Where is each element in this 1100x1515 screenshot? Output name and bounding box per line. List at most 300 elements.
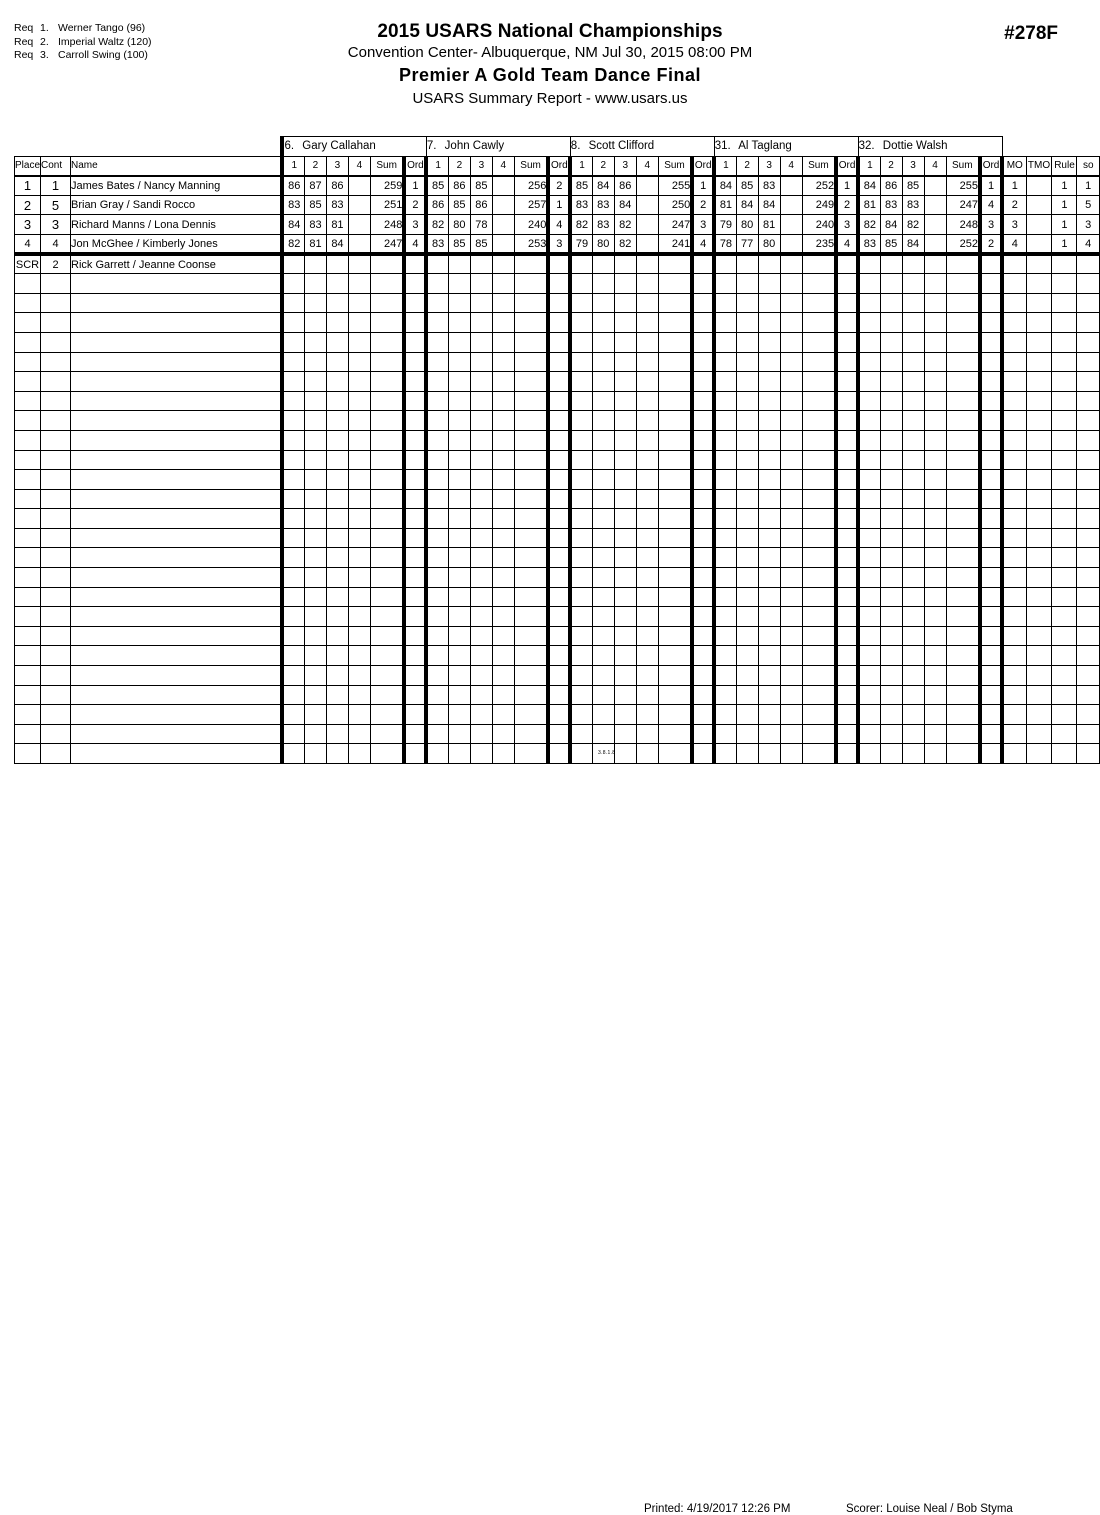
cell-blank bbox=[946, 372, 980, 392]
table-row-blank bbox=[15, 548, 1100, 568]
cell-blank bbox=[15, 391, 41, 411]
cell-blank bbox=[426, 548, 448, 568]
cell-blank bbox=[902, 470, 924, 490]
subcol-header-4: 4 bbox=[924, 156, 946, 176]
cell-blank bbox=[802, 666, 836, 686]
cell-blank bbox=[282, 313, 304, 333]
cell-blank bbox=[426, 587, 448, 607]
cell-blank bbox=[282, 685, 304, 705]
cell-score bbox=[636, 234, 658, 254]
cell-blank bbox=[692, 332, 714, 352]
cell-blank bbox=[714, 372, 736, 392]
requirement-number: 2. bbox=[40, 35, 49, 48]
cell-blank bbox=[758, 293, 780, 313]
cell-blank bbox=[282, 489, 304, 509]
cell-blank bbox=[736, 666, 758, 686]
cell-blank bbox=[304, 705, 326, 725]
cell-blank bbox=[592, 470, 614, 490]
cell-ord: 4 bbox=[692, 234, 714, 254]
cell-blank bbox=[514, 587, 548, 607]
cell-blank bbox=[1077, 587, 1100, 607]
cell-blank bbox=[692, 313, 714, 333]
cell-blank bbox=[304, 724, 326, 744]
cell-score bbox=[614, 254, 636, 274]
cell-blank bbox=[802, 724, 836, 744]
cell-blank bbox=[1052, 450, 1077, 470]
event-title: 2015 USARS National Championships bbox=[377, 21, 723, 42]
cell-blank bbox=[880, 568, 902, 588]
cell-blank bbox=[780, 626, 802, 646]
cell-blank bbox=[304, 548, 326, 568]
venue-line: Convention Center- Albuquerque, NM Jul 30, 2015 08:00 PM bbox=[347, 44, 753, 61]
cell-blank bbox=[614, 568, 636, 588]
cell-blank bbox=[836, 666, 858, 686]
cell-score: 83 bbox=[902, 195, 924, 215]
cell-place: 2 bbox=[15, 195, 41, 215]
judge-number: 7. bbox=[426, 140, 437, 153]
cell-cont: 1 bbox=[41, 176, 71, 196]
cell-sum bbox=[514, 254, 548, 274]
cell-score: 79 bbox=[570, 234, 592, 254]
cell-blank bbox=[15, 293, 41, 313]
cell-score: 83 bbox=[426, 234, 448, 254]
cell-blank bbox=[802, 274, 836, 294]
cell-blank bbox=[470, 568, 492, 588]
cell-blank bbox=[592, 274, 614, 294]
cell-blank bbox=[492, 313, 514, 333]
cell-blank bbox=[404, 372, 426, 392]
cell-blank bbox=[614, 666, 636, 686]
cell-blank bbox=[41, 646, 71, 666]
cell-blank bbox=[636, 646, 658, 666]
cell-blank bbox=[636, 548, 658, 568]
cell-score: 79 bbox=[714, 215, 736, 235]
cell-blank bbox=[880, 685, 902, 705]
cell-blank bbox=[41, 489, 71, 509]
cell-blank bbox=[946, 352, 980, 372]
cell-blank bbox=[304, 372, 326, 392]
cell-blank bbox=[946, 391, 980, 411]
table-row-blank bbox=[15, 587, 1100, 607]
cell-blank bbox=[370, 646, 404, 666]
cell-blank bbox=[1026, 626, 1052, 646]
cell-score: 84 bbox=[592, 176, 614, 196]
cell-blank bbox=[592, 313, 614, 333]
cell-blank bbox=[1026, 724, 1052, 744]
cell-blank bbox=[902, 666, 924, 686]
cell-sum: 235 bbox=[802, 234, 836, 254]
cell-score: 85 bbox=[570, 176, 592, 196]
cell-blank bbox=[924, 626, 946, 646]
cell-blank bbox=[614, 705, 636, 725]
judge-number: 6. bbox=[284, 140, 295, 153]
cell-blank bbox=[780, 548, 802, 568]
cell-rule: 1 bbox=[1052, 234, 1077, 254]
cell-blank bbox=[836, 293, 858, 313]
cell-blank bbox=[15, 685, 41, 705]
cell-blank bbox=[41, 430, 71, 450]
cell-blank bbox=[714, 470, 736, 490]
cell-blank bbox=[492, 430, 514, 450]
cell-blank bbox=[592, 509, 614, 529]
cell-blank bbox=[282, 352, 304, 372]
cell-blank bbox=[592, 548, 614, 568]
cell-blank bbox=[304, 450, 326, 470]
cell-score: 84 bbox=[858, 176, 880, 196]
cell-blank bbox=[692, 430, 714, 450]
cell-blank bbox=[282, 568, 304, 588]
cell-blank bbox=[736, 430, 758, 450]
subcol-header-ord: Ord bbox=[980, 156, 1002, 176]
cell-blank bbox=[570, 372, 592, 392]
cell-blank bbox=[348, 450, 370, 470]
cell-blank bbox=[924, 372, 946, 392]
cell-blank bbox=[326, 626, 348, 646]
cell-blank bbox=[1052, 548, 1077, 568]
cell-blank bbox=[304, 607, 326, 627]
subcol-header-sum: Sum bbox=[658, 156, 692, 176]
cell-blank bbox=[1052, 372, 1077, 392]
cell-blank bbox=[570, 450, 592, 470]
cell-blank bbox=[902, 352, 924, 372]
judge-header-7 bbox=[426, 137, 570, 157]
cell-score: 85 bbox=[448, 195, 470, 215]
cell-blank bbox=[304, 430, 326, 450]
cell-blank bbox=[980, 313, 1002, 333]
cell-blank bbox=[902, 509, 924, 529]
subcol-header-sum: Sum bbox=[802, 156, 836, 176]
cell-blank bbox=[41, 724, 71, 744]
cell-blank bbox=[370, 587, 404, 607]
judge-band-spacer bbox=[15, 137, 283, 157]
cell-blank bbox=[836, 313, 858, 333]
cell-blank bbox=[41, 607, 71, 627]
cell-blank bbox=[736, 450, 758, 470]
cell-blank bbox=[614, 332, 636, 352]
cell-score bbox=[348, 234, 370, 254]
cell-blank bbox=[836, 450, 858, 470]
cell-blank bbox=[71, 724, 283, 744]
cell-blank bbox=[614, 626, 636, 646]
cell-blank bbox=[1077, 705, 1100, 725]
cell-blank bbox=[1002, 646, 1026, 666]
cell-blank bbox=[326, 509, 348, 529]
cell-blank bbox=[348, 430, 370, 450]
cell-blank bbox=[448, 489, 470, 509]
cell-blank bbox=[592, 411, 614, 431]
cell-blank bbox=[282, 450, 304, 470]
subcol-header-3: 3 bbox=[470, 156, 492, 176]
cell-blank bbox=[858, 411, 880, 431]
cell-so: 4 bbox=[1077, 234, 1100, 254]
table-head bbox=[15, 137, 1100, 176]
cell-rule: 1 bbox=[1052, 176, 1077, 196]
cell-blank bbox=[548, 352, 570, 372]
cell-blank bbox=[448, 705, 470, 725]
cell-blank bbox=[758, 646, 780, 666]
cell-blank bbox=[282, 509, 304, 529]
cell-blank bbox=[1002, 372, 1026, 392]
cell-tmo bbox=[1026, 254, 1052, 274]
cell-blank bbox=[1026, 352, 1052, 372]
cell-blank bbox=[570, 470, 592, 490]
cell-blank bbox=[1026, 646, 1052, 666]
cell-mo: 3 bbox=[1002, 215, 1026, 235]
cell-blank bbox=[71, 411, 283, 431]
cell-score: 82 bbox=[614, 234, 636, 254]
cell-blank bbox=[1052, 411, 1077, 431]
cell-blank bbox=[780, 391, 802, 411]
cell-blank bbox=[714, 509, 736, 529]
cell-blank bbox=[980, 372, 1002, 392]
cell-blank bbox=[946, 509, 980, 529]
judge-name: Gary Callahan bbox=[299, 140, 376, 153]
cell-blank bbox=[592, 568, 614, 588]
cell-blank bbox=[470, 352, 492, 372]
cell-blank bbox=[41, 293, 71, 313]
cell-blank bbox=[514, 626, 548, 646]
cell-blank bbox=[514, 274, 548, 294]
cell-blank bbox=[946, 332, 980, 352]
judge-header-32 bbox=[858, 137, 1002, 157]
cell-blank bbox=[1026, 587, 1052, 607]
cell-blank bbox=[15, 332, 41, 352]
cell-score: 82 bbox=[614, 215, 636, 235]
subcol-header-ord: Ord bbox=[548, 156, 570, 176]
cell-blank bbox=[758, 411, 780, 431]
cell-blank bbox=[326, 430, 348, 450]
cell-blank bbox=[548, 666, 570, 686]
subcol-header-4: 4 bbox=[780, 156, 802, 176]
cell-blank bbox=[1077, 646, 1100, 666]
cell-blank bbox=[980, 352, 1002, 372]
cell-blank bbox=[514, 313, 548, 333]
cell-blank bbox=[658, 509, 692, 529]
cell-blank bbox=[692, 391, 714, 411]
cell-blank bbox=[41, 626, 71, 646]
subcol-header-4: 4 bbox=[348, 156, 370, 176]
cell-ord: 2 bbox=[980, 234, 1002, 254]
cell-blank bbox=[614, 293, 636, 313]
cell-blank bbox=[348, 705, 370, 725]
cell-blank bbox=[570, 568, 592, 588]
cell-score: 84 bbox=[714, 176, 736, 196]
cell-blank bbox=[836, 705, 858, 725]
cell-blank bbox=[858, 548, 880, 568]
cell-blank bbox=[348, 332, 370, 352]
subcol-header-2: 2 bbox=[880, 156, 902, 176]
cell-blank bbox=[41, 666, 71, 686]
cell-blank bbox=[592, 607, 614, 627]
cell-score: 84 bbox=[282, 215, 304, 235]
cell-blank bbox=[326, 293, 348, 313]
requirement-tag: Req bbox=[14, 49, 34, 61]
cell-score: 85 bbox=[448, 234, 470, 254]
table-row-blank bbox=[15, 509, 1100, 529]
cell-blank bbox=[1026, 509, 1052, 529]
cell-blank bbox=[924, 685, 946, 705]
cell-blank bbox=[1077, 626, 1100, 646]
cell-sum: 248 bbox=[946, 215, 980, 235]
cell-blank bbox=[348, 293, 370, 313]
cell-blank bbox=[348, 470, 370, 490]
cell-blank bbox=[370, 470, 404, 490]
cell-blank bbox=[570, 607, 592, 627]
cell-blank bbox=[304, 646, 326, 666]
cell-blank bbox=[980, 411, 1002, 431]
cell-blank bbox=[836, 391, 858, 411]
cell-blank bbox=[514, 411, 548, 431]
cell-blank bbox=[758, 685, 780, 705]
cell-blank bbox=[880, 391, 902, 411]
cell-blank bbox=[514, 607, 548, 627]
cell-blank bbox=[1077, 744, 1100, 764]
cell-blank bbox=[1052, 705, 1077, 725]
cell-blank bbox=[1077, 724, 1100, 744]
cell-blank bbox=[514, 705, 548, 725]
cell-blank bbox=[548, 293, 570, 313]
cell-score bbox=[592, 254, 614, 274]
cell-blank bbox=[714, 430, 736, 450]
cell-blank bbox=[1026, 411, 1052, 431]
table-row-blank bbox=[15, 724, 1100, 744]
cell-score: 86 bbox=[880, 176, 902, 196]
cell-blank bbox=[636, 724, 658, 744]
scorer-credit: Scorer: Louise Neal / Bob Styma bbox=[846, 1503, 1013, 1515]
cell-score: 85 bbox=[902, 176, 924, 196]
cell-blank bbox=[404, 313, 426, 333]
cell-blank bbox=[1052, 724, 1077, 744]
cell-blank bbox=[304, 274, 326, 294]
cell-blank bbox=[692, 528, 714, 548]
cell-blank bbox=[858, 724, 880, 744]
table-row-blank bbox=[15, 705, 1100, 725]
cell-score bbox=[326, 254, 348, 274]
cell-blank bbox=[980, 607, 1002, 627]
cell-blank bbox=[448, 548, 470, 568]
cell-blank bbox=[780, 568, 802, 588]
cell-blank bbox=[980, 548, 1002, 568]
judge-number: 8. bbox=[570, 140, 581, 153]
cell-blank bbox=[714, 332, 736, 352]
cell-blank bbox=[636, 587, 658, 607]
cell-blank bbox=[448, 352, 470, 372]
cell-blank bbox=[758, 548, 780, 568]
cell-blank bbox=[370, 489, 404, 509]
cell-blank bbox=[404, 470, 426, 490]
table-row bbox=[15, 195, 1100, 215]
cell-blank bbox=[304, 313, 326, 333]
cell-blank bbox=[304, 528, 326, 548]
cell-blank bbox=[736, 646, 758, 666]
cell-blank bbox=[736, 705, 758, 725]
cell-blank bbox=[592, 646, 614, 666]
cell-blank bbox=[692, 685, 714, 705]
cell-blank bbox=[326, 313, 348, 333]
cell-cont: 5 bbox=[41, 195, 71, 215]
cell-blank bbox=[736, 352, 758, 372]
cell-blank bbox=[570, 646, 592, 666]
table-row bbox=[15, 215, 1100, 235]
cell-blank bbox=[448, 568, 470, 588]
cell-blank bbox=[370, 626, 404, 646]
cell-blank bbox=[658, 705, 692, 725]
cell-blank bbox=[802, 568, 836, 588]
cell-score: 85 bbox=[304, 195, 326, 215]
cell-blank bbox=[426, 411, 448, 431]
cell-blank bbox=[1052, 568, 1077, 588]
cell-blank bbox=[736, 528, 758, 548]
cell-blank bbox=[836, 646, 858, 666]
cell-ord: 3 bbox=[548, 234, 570, 254]
cell-blank bbox=[448, 391, 470, 411]
cell-blank bbox=[946, 626, 980, 646]
cell-sum: 252 bbox=[946, 234, 980, 254]
cell-blank bbox=[614, 450, 636, 470]
cell-blank bbox=[592, 332, 614, 352]
cell-blank bbox=[404, 430, 426, 450]
cell-blank bbox=[326, 705, 348, 725]
cell-blank bbox=[636, 372, 658, 392]
cell-blank bbox=[15, 646, 41, 666]
cell-blank bbox=[946, 568, 980, 588]
cell-blank bbox=[736, 372, 758, 392]
cell-blank bbox=[15, 274, 41, 294]
cell-score bbox=[426, 254, 448, 274]
cell-blank bbox=[470, 705, 492, 725]
cell-blank bbox=[426, 313, 448, 333]
cell-blank bbox=[470, 666, 492, 686]
cell-blank bbox=[448, 528, 470, 548]
cell-ord: 3 bbox=[836, 215, 858, 235]
cell-score bbox=[470, 254, 492, 274]
cell-blank bbox=[1002, 411, 1026, 431]
cell-blank bbox=[802, 528, 836, 548]
subcol-header-ord: Ord bbox=[692, 156, 714, 176]
cell-score: 86 bbox=[448, 176, 470, 196]
cell-blank bbox=[426, 274, 448, 294]
cell-blank bbox=[1002, 666, 1026, 686]
cell-blank bbox=[448, 332, 470, 352]
cell-score bbox=[780, 195, 802, 215]
cell-blank bbox=[426, 430, 448, 450]
cell-blank bbox=[980, 332, 1002, 352]
cell-blank bbox=[492, 274, 514, 294]
cell-ord: 1 bbox=[548, 195, 570, 215]
cell-mo: 2 bbox=[1002, 195, 1026, 215]
cell-blank bbox=[980, 293, 1002, 313]
entry-header-place: Place bbox=[15, 156, 41, 176]
heat-id: #278F bbox=[1004, 23, 1058, 44]
cell-blank bbox=[1026, 705, 1052, 725]
cell-blank bbox=[304, 332, 326, 352]
cell-blank bbox=[758, 528, 780, 548]
cell-blank bbox=[980, 450, 1002, 470]
cell-blank bbox=[448, 372, 470, 392]
cell-blank bbox=[614, 528, 636, 548]
cell-blank bbox=[15, 724, 41, 744]
cell-blank bbox=[15, 548, 41, 568]
cell-blank bbox=[326, 607, 348, 627]
cell-blank bbox=[492, 587, 514, 607]
cell-blank bbox=[758, 666, 780, 686]
cell-blank bbox=[404, 666, 426, 686]
cell-blank bbox=[1077, 548, 1100, 568]
judge-header-6 bbox=[282, 137, 426, 157]
cell-blank bbox=[470, 587, 492, 607]
cell-blank bbox=[692, 607, 714, 627]
cell-ord bbox=[692, 254, 714, 274]
